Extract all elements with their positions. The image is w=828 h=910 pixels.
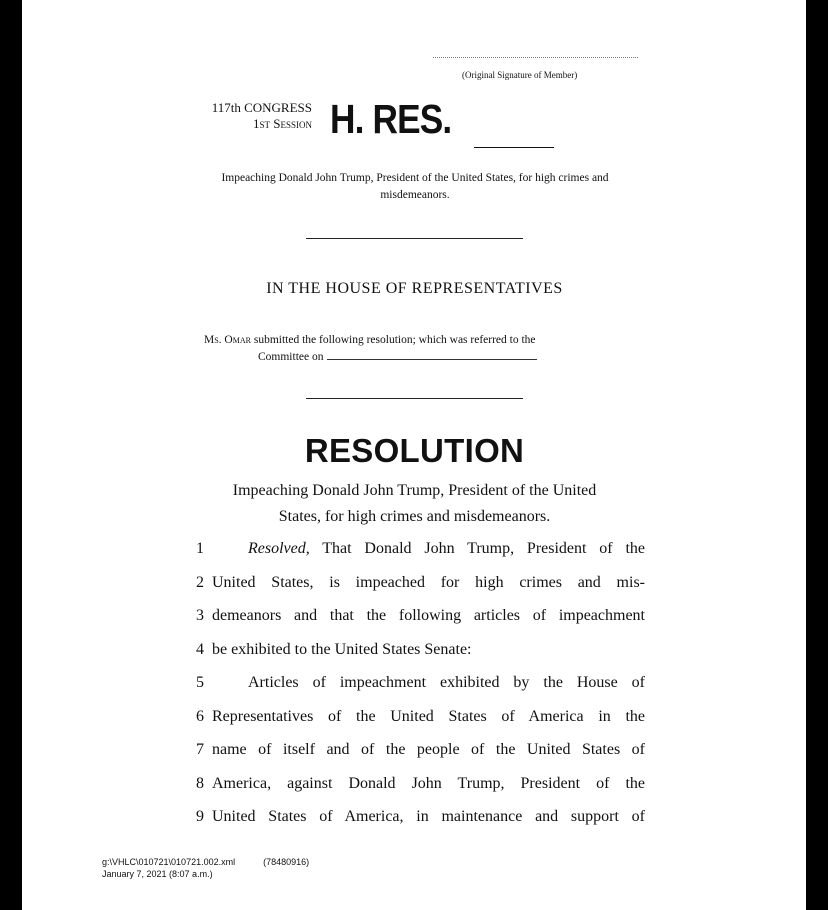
footer-file-path: g:\VHLC\010721\010721.002.xml [102, 857, 236, 867]
bill-type-heading: H. RES. [330, 96, 452, 142]
line-text-rest: That Donald John Trump, President of the [309, 540, 645, 557]
line-text: United States, is impeached for high crimes and mis- [212, 574, 645, 591]
short-summary: Impeaching Donald John Trump, President of the United States, for high crimes and misdemeanors. [221, 172, 609, 201]
chamber-heading: IN THE HOUSE OF REPRESENTATIVES [266, 280, 563, 297]
signature-caption: (Original Signature of Member) [462, 70, 578, 80]
document-page [22, 0, 806, 910]
line-number: 9 [196, 808, 204, 825]
line-number: 5 [196, 674, 204, 691]
bill-number-blank [474, 147, 554, 148]
signature-line [433, 57, 638, 58]
line-text: America, against Donald John Trump, President of the [212, 775, 645, 792]
line-number: 7 [196, 741, 204, 758]
member-name: Ms. Omar [204, 334, 251, 346]
line-number: 2 [196, 574, 204, 591]
resolved-clause: Resolved, [248, 540, 310, 557]
submission-statement [198, 332, 648, 366]
line-number: 3 [196, 607, 204, 624]
resolution-summary-line: States, for high crimes and misdemeanors. [278, 508, 551, 525]
document-footer [102, 856, 309, 880]
line-number: 4 [196, 641, 204, 658]
committee-blank [327, 350, 537, 360]
congress-label: 117th CONGRESS [211, 100, 312, 115]
divider-rule [306, 398, 523, 399]
line-text: United States of America, in maintenance and support of [212, 808, 645, 825]
line-text: demeanors and that the following articles of impeachment [212, 607, 645, 624]
line-text: name of itself and of the people of the United States of [212, 741, 645, 758]
footer-doc-code: (78480916) [263, 857, 310, 867]
line-text: Representatives of the United States of America in the [212, 708, 645, 725]
committee-label: Committee on [258, 351, 324, 363]
congress-session-block [172, 100, 312, 132]
resolution-title: RESOLUTION [304, 432, 525, 469]
footer-date: January 7, 2021 (8:07 a.m.) [102, 869, 213, 879]
line-text: Articles of impeachment exhibited by the House of [248, 674, 645, 691]
line-text: be exhibited to the United States Senate: [212, 641, 472, 658]
line-number: 1 [196, 540, 204, 557]
session-label: 1st Session [253, 116, 312, 131]
line-number: 8 [196, 775, 204, 792]
resolution-summary-line: Impeaching Donald John Trump, President of the United [232, 482, 597, 499]
submission-text: submitted the following resolution; which was referred to the [253, 334, 536, 346]
resolution-summary [182, 478, 647, 530]
divider-rule [306, 238, 523, 239]
line-number: 6 [196, 708, 204, 725]
line-text [212, 540, 645, 558]
